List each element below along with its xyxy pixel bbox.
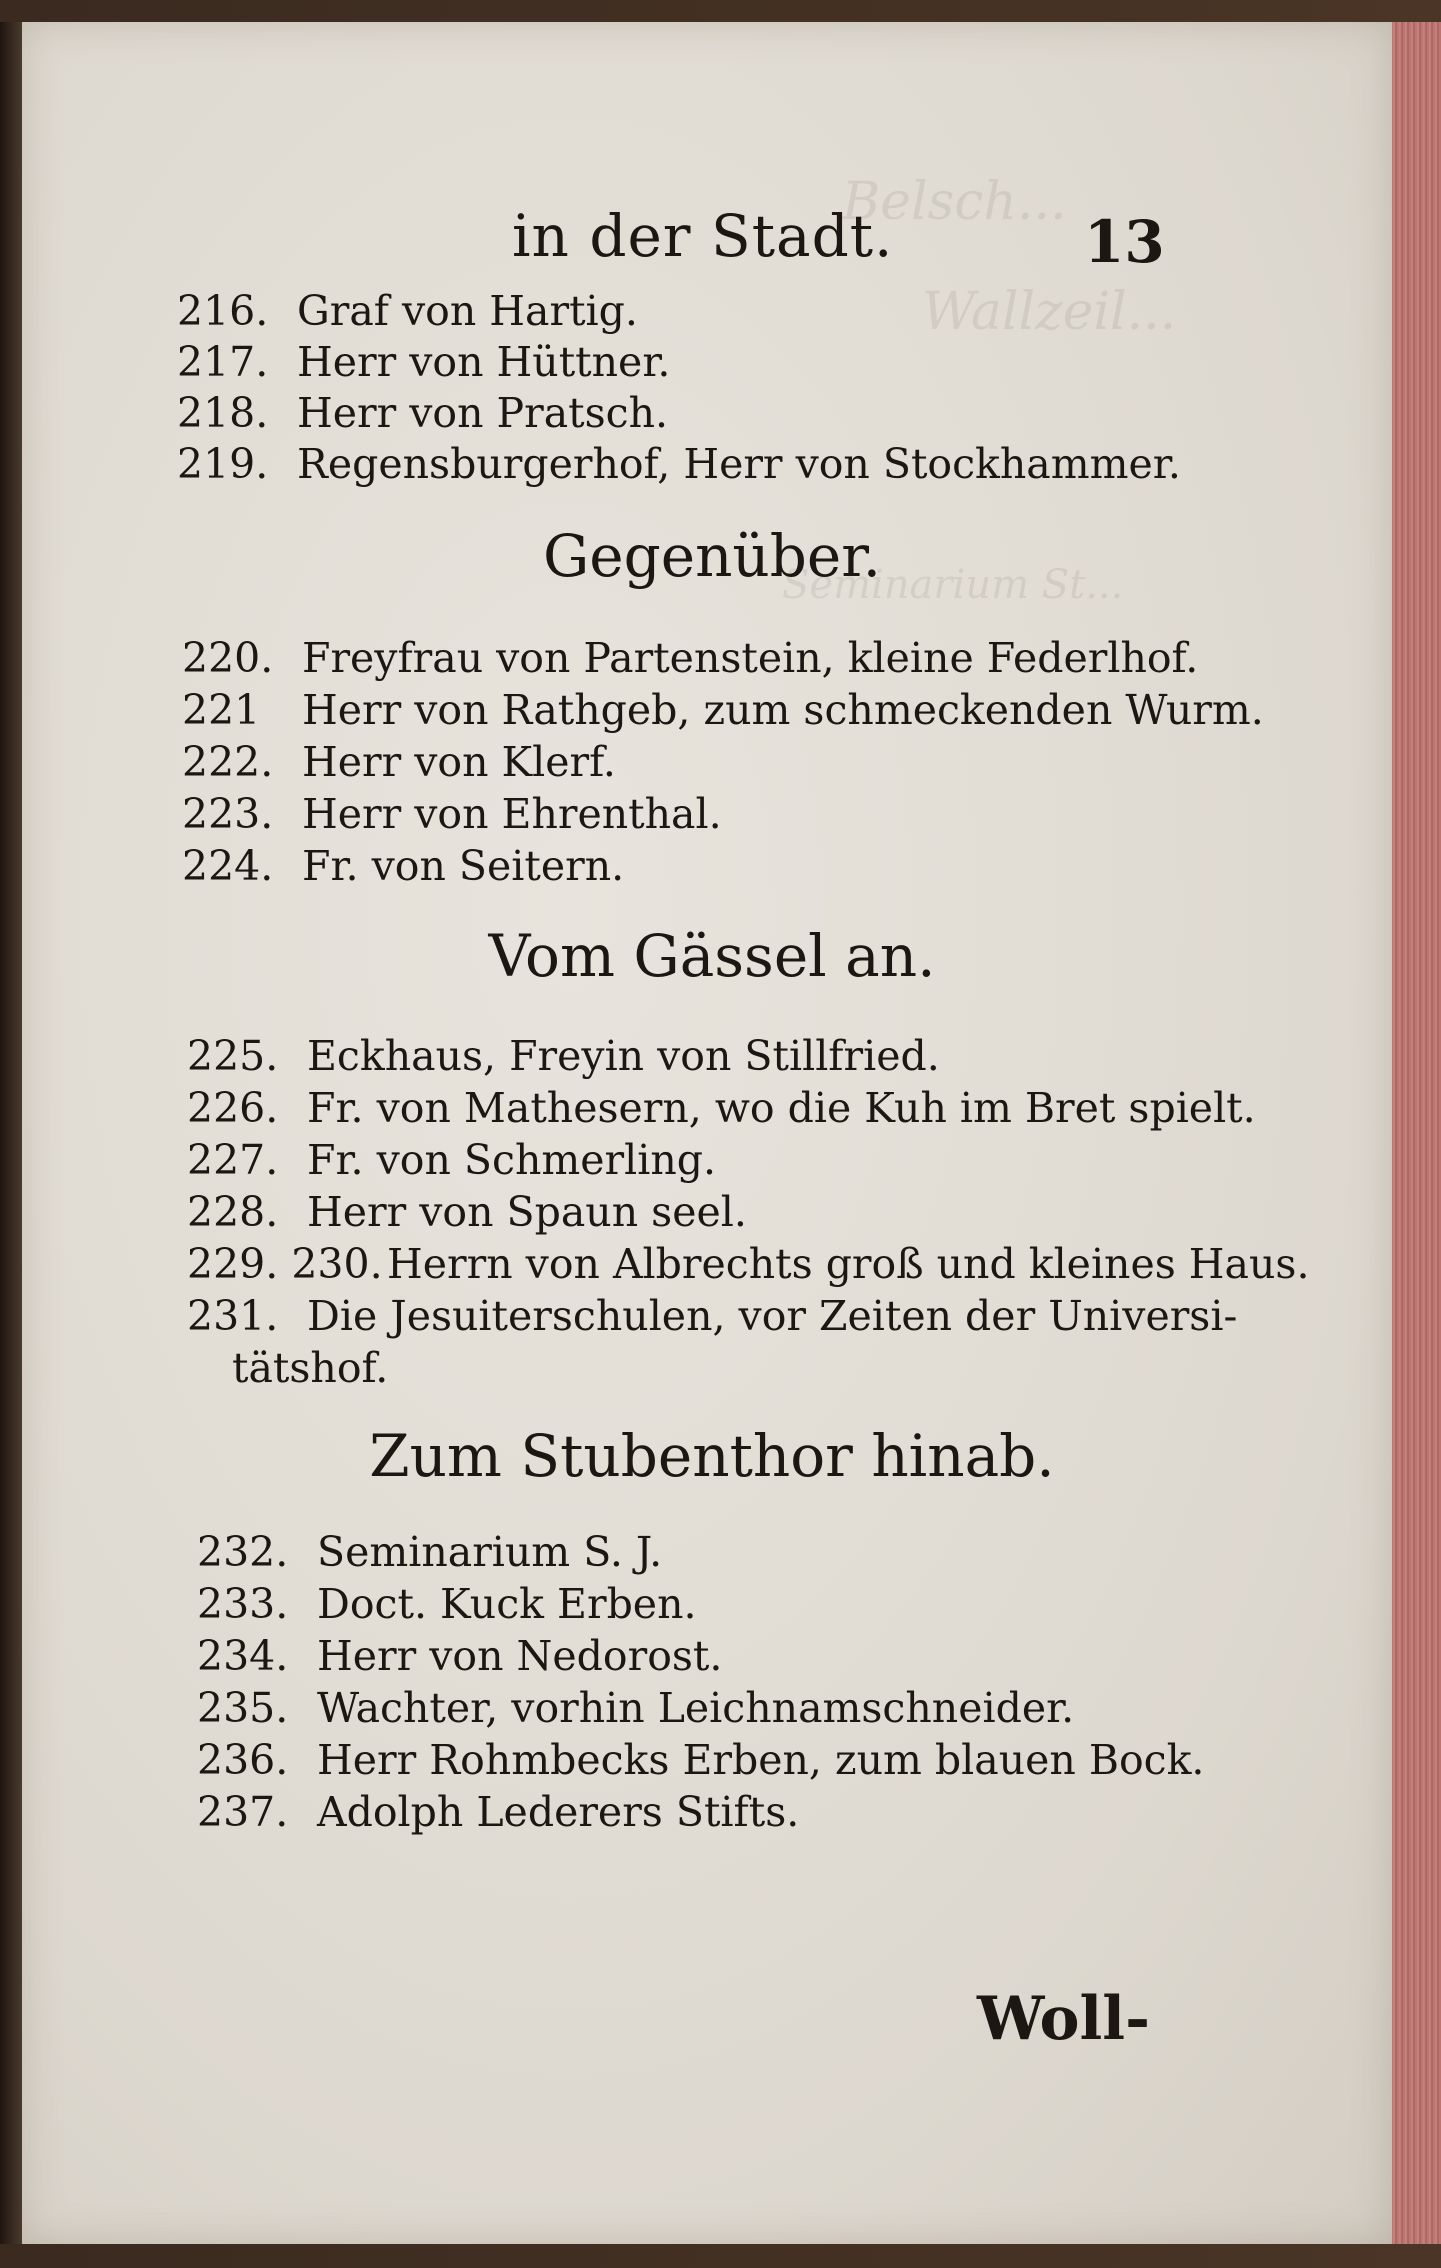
list-item [197,1684,1074,1732]
entry-number: 216. [177,287,269,335]
list-item [182,790,722,838]
entry-number: 219. [177,440,269,488]
catchword: Woll- [977,1984,1150,2054]
entry-text: Herr von Hüttner. [297,338,671,386]
list-item [187,1084,1256,1132]
book-gutter [0,22,22,2244]
entry-text: Adolph Lederers Stifts. [317,1788,800,1836]
bleed-through-mark: Belsch... [842,172,1067,232]
list-item [197,1788,799,1836]
list-item [197,1580,697,1628]
entry-text: Herr von Spaun seel. [307,1188,747,1236]
bleed-through-mark: Seminarium St... [782,562,1124,608]
entry-number: 218. [177,389,269,437]
list-item [187,1032,940,1080]
entry-number: 223. [182,790,274,838]
list-item [177,440,1181,488]
list-item [197,1736,1204,1784]
entry-number: 220. [182,634,274,682]
entry-number: 236. [197,1736,289,1784]
list-item [197,1632,722,1680]
list-item [177,389,668,437]
list-item [197,1528,662,1576]
section-heading: Zum Stubenthor hinab. [369,1422,1055,1490]
entry-text: Fr. von Schmerling. [307,1136,716,1184]
entry-text: Herr von Klerf. [302,738,616,786]
list-item [177,338,670,386]
entry-text: Eckhaus, Freyin von Stillfried. [307,1032,940,1080]
list-item [182,738,616,786]
page-edge [1392,22,1441,2244]
entry-text: Herrn von Albrechts groß und kleines Haus. [387,1240,1310,1288]
entry-number: 233. [197,1580,289,1628]
section-heading: Vom Gässel an. [488,922,936,990]
entry-text: Herr von Nedorost. [317,1632,723,1680]
entry-number: 227. [187,1136,279,1184]
entry-number: 222. [182,738,274,786]
book-page [22,22,1392,2244]
list-item [187,1136,716,1184]
entry-text: Wachter, vorhin Leichnamschneider. [317,1684,1075,1732]
entry-number: 232. [197,1528,289,1576]
entry-number: 229. 230. [187,1240,383,1288]
entry-text: Graf von Hartig. [297,287,638,335]
entry-number: 237. [197,1788,289,1836]
entry-number: 226. [187,1084,279,1132]
entry-text: Herr von Ehrenthal. [302,790,722,838]
list-item [187,1240,1309,1288]
entry-number: 234. [197,1632,289,1680]
running-title: in der Stadt. [512,202,894,270]
entry-continuation: tätshof. [232,1344,389,1392]
list-item [182,634,1198,682]
list-item [177,287,638,335]
entry-text: Herr Rohmbecks Erben, zum blauen Bock. [317,1736,1205,1784]
entry-text: Herr von Rathgeb, zum schmeckenden Wurm. [302,686,1264,734]
entry-number: 228. [187,1188,279,1236]
entry-text: Fr. von Mathesern, wo die Kuh im Bret spielt. [307,1084,1256,1132]
entry-number: 235. [197,1684,289,1732]
list-item [182,686,1264,734]
list-item [187,1188,747,1236]
entry-text: Freyfrau von Partenstein, kleine Federlhof. [302,634,1199,682]
list-item [182,842,624,890]
list-item [187,1292,1237,1340]
entry-text: Seminarium S. J. [317,1528,663,1576]
entry-number: 231. [187,1292,279,1340]
bleed-through-mark: Wallzeil... [922,282,1177,342]
entry-number: 225. [187,1032,279,1080]
entry-number: 217. [177,338,269,386]
entry-text: Die Jesuiterschulen, vor Zeiten der Universi- [307,1292,1238,1340]
section-heading: Gegenüber. [542,522,882,590]
entry-text: Regensburgerhof, Herr von Stockhammer. [297,440,1181,488]
entry-number: 221 [182,686,261,734]
page-number: 13 [1084,208,1165,276]
entry-text: Doct. Kuck Erben. [317,1580,697,1628]
entry-text: Herr von Pratsch. [297,389,669,437]
entry-text: Fr. von Seitern. [302,842,625,890]
entry-number: 224. [182,842,274,890]
